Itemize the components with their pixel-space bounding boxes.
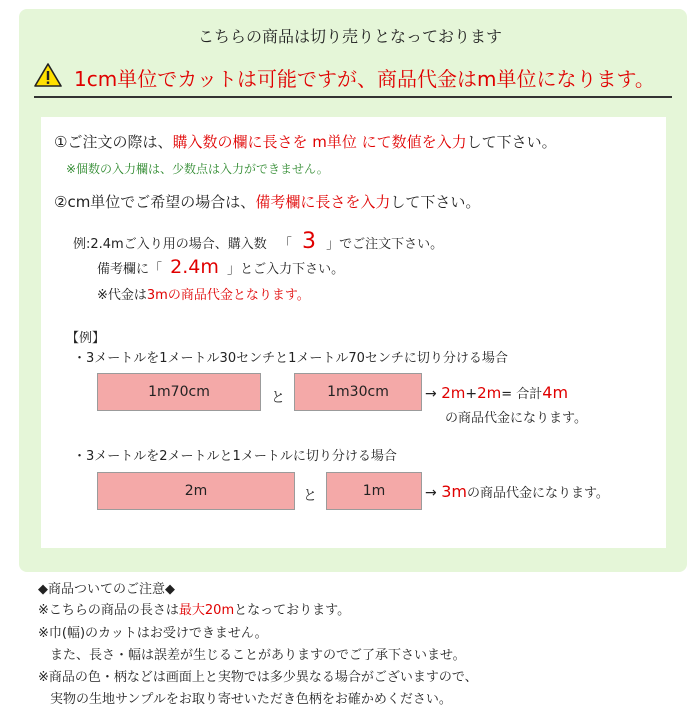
case1-arrow: → bbox=[425, 386, 437, 402]
case1-equals: = 合計 bbox=[501, 387, 543, 402]
step1-highlight2: m単位 bbox=[312, 133, 357, 151]
case2-result: の商品代金になります。 bbox=[466, 486, 609, 501]
step2-line bbox=[54, 191, 480, 212]
notes-line1-suffix: となっております。 bbox=[234, 603, 351, 618]
examples-heading: 【例】 bbox=[66, 331, 106, 346]
case1-sum-a: 2m bbox=[441, 384, 466, 402]
notes-line4: ※商品の色・柄などは画面上と実物では多少異なる場合がございますので、 bbox=[38, 670, 478, 685]
notes-line1-prefix: ※こちらの商品の長さは bbox=[38, 603, 179, 618]
example-line2-suffix: とご入力下さい。 bbox=[240, 262, 345, 277]
notes-line1 bbox=[38, 599, 350, 618]
memo-value: 2.4m bbox=[170, 256, 219, 278]
case2-and: と bbox=[303, 488, 317, 504]
case2-arrow: → bbox=[425, 485, 437, 501]
memo-open-bracket: 「 bbox=[149, 262, 163, 277]
example-line3-highlight: 3mの商品代金となります。 bbox=[146, 288, 310, 303]
case2-box1: 2m bbox=[97, 472, 295, 510]
case1-plus: + bbox=[465, 386, 478, 402]
qty-value: 3 bbox=[302, 229, 317, 254]
case1-result-line bbox=[425, 383, 568, 402]
warning-underline bbox=[34, 96, 672, 98]
notes-line1-highlight: 最大20m bbox=[178, 603, 235, 618]
notes-line3: また、長さ・幅は誤差が生じることがありますのでご了承下さいませ。 bbox=[50, 648, 466, 663]
example-line1 bbox=[73, 229, 443, 254]
example-line1-prefix: 例:2.4mご入り用の場合、購入数 bbox=[73, 237, 267, 252]
step2-suffix: して下さい。 bbox=[390, 193, 481, 211]
step1-line bbox=[54, 131, 557, 152]
case1-sum-b: 2m bbox=[477, 384, 502, 402]
qty-open-bracket: 「 bbox=[278, 237, 292, 252]
step1-highlight1: 購入数の欄に長さを bbox=[172, 133, 308, 151]
step2-prefix: ②cm単位でご希望の場合は、 bbox=[54, 193, 256, 211]
step1-suffix: して下さい。 bbox=[466, 133, 557, 151]
notes-line2: ※巾(幅)のカットはお受けできません。 bbox=[38, 626, 268, 641]
example-line2-prefix: 備考欄に bbox=[97, 262, 150, 277]
warning-text: 1cm単位でカットは可能ですが、商品代金はm単位になります。 bbox=[74, 67, 655, 91]
case1-total: 4m bbox=[542, 383, 569, 402]
example-line3 bbox=[97, 284, 310, 303]
example-line1-suffix: でご注文下さい。 bbox=[339, 237, 444, 252]
step1-prefix: ①ご注文の際は、 bbox=[54, 133, 173, 151]
memo-close-bracket: 」 bbox=[227, 262, 241, 277]
qty-close-bracket: 」 bbox=[326, 237, 340, 252]
warning-triangle-icon bbox=[34, 62, 62, 88]
instruction-card bbox=[41, 117, 666, 548]
notes-title: ◆商品ついてのご注意◆ bbox=[38, 582, 175, 597]
case1-and: と bbox=[271, 390, 285, 406]
case2-box2: 1m bbox=[326, 472, 422, 510]
page-title: こちらの商品は切り売りとなっております bbox=[197, 27, 502, 46]
case2-total: 3m bbox=[441, 482, 467, 501]
case1-result: の商品代金になります。 bbox=[445, 411, 587, 426]
step1-note: ※個数の入力欄は、少数点は入力ができません。 bbox=[66, 162, 329, 176]
warning-banner bbox=[34, 60, 672, 96]
case2-result-line bbox=[425, 482, 609, 501]
case1-label: ・3メートルを1メートル30センチと1メートル70センチに切り分ける場合 bbox=[73, 351, 508, 366]
case1-box1: 1m70cm bbox=[97, 373, 261, 411]
example-line2 bbox=[97, 256, 344, 278]
case2-label: ・3メートルを2メートルと1メートルに切り分ける場合 bbox=[73, 449, 397, 464]
step1-highlight3: にて数値を入力 bbox=[361, 133, 467, 151]
notes-line5: 実物の生地サンプルをお取り寄せいただき色柄をお確かめください。 bbox=[50, 692, 452, 707]
case1-box2: 1m30cm bbox=[294, 373, 422, 411]
example-line3-prefix: ※代金は bbox=[97, 288, 147, 303]
step2-highlight: 備考欄に長さを入力 bbox=[255, 193, 391, 211]
